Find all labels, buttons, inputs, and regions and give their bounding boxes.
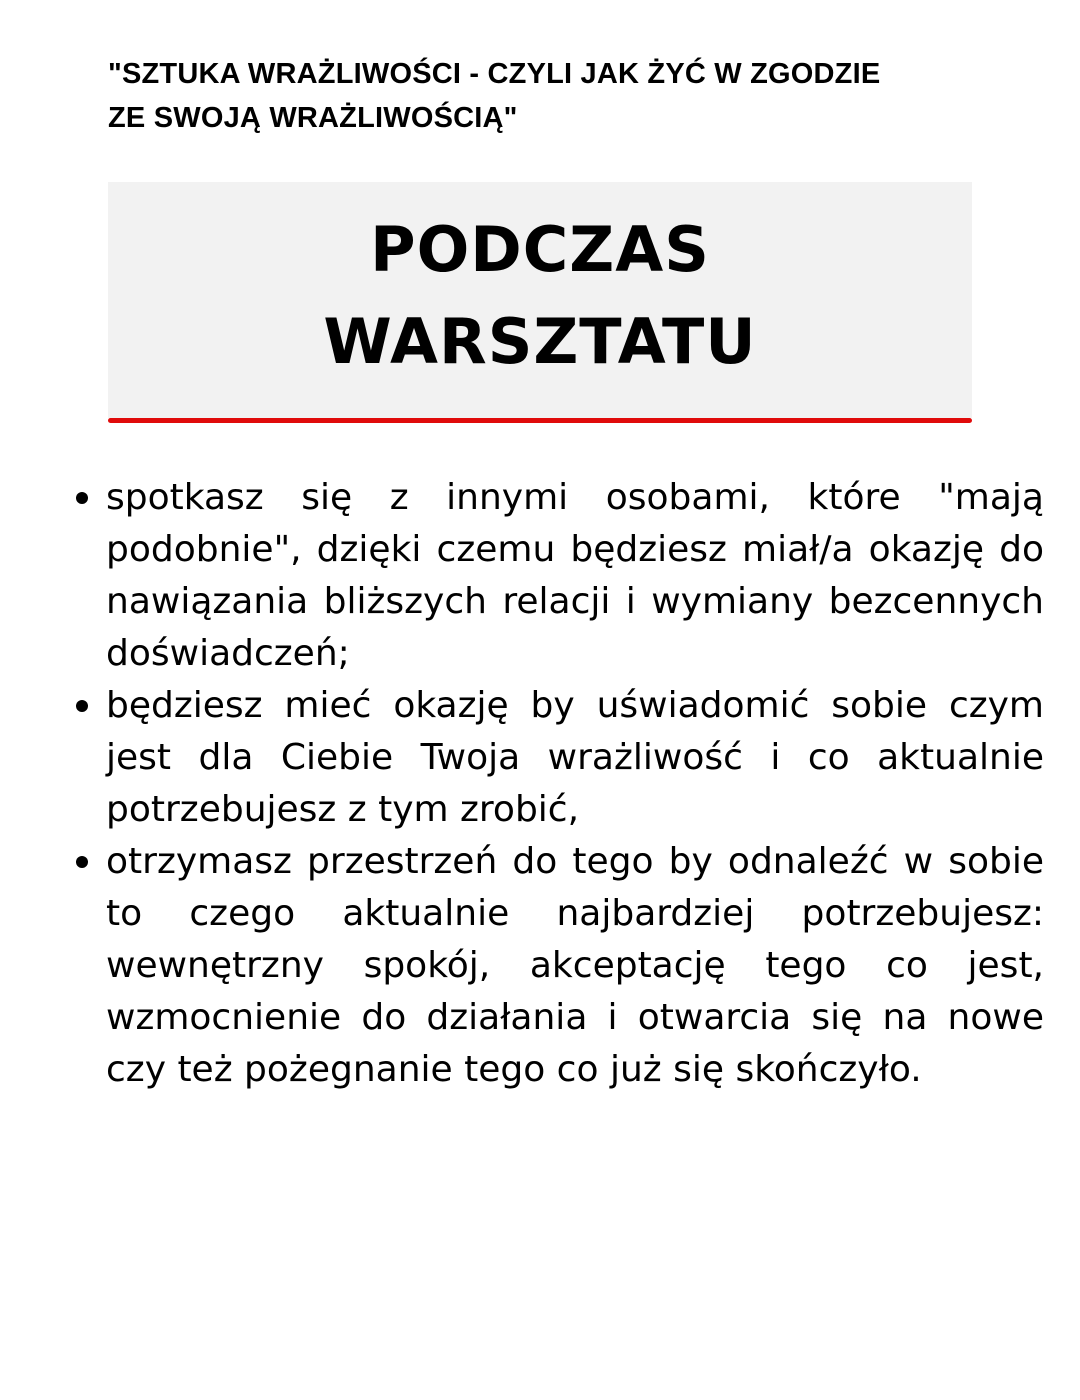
list-item: [106, 680, 1044, 836]
list-item-text: spotkasz się z innymi osobami, które "mają podobnie", dzięki czemu będziesz miał/a okazję do nawiązania bliższych relacji i wymiany bezcennych doświadczeń;: [106, 477, 1044, 674]
list-item-text: otrzymasz przestrzeń do tego by odnaleźć w sobie to czego aktualnie najbardziej potrzebujesz: wewnętrzny spokój, akceptację tego co jest, wzmocnienie do działania i otwarcia się na nowe czy też pożegnanie tego co już się skończyło.: [106, 841, 1044, 1090]
accent-divider: [108, 418, 972, 423]
list-item: [106, 836, 1044, 1096]
heading-panel: [108, 182, 972, 418]
list-item: [106, 472, 1044, 680]
benefits-list: [106, 472, 1044, 1096]
workshop-subtitle: [108, 52, 988, 140]
subtitle-line-2: ZE SWOJĄ WRAŻLIWOŚCIĄ": [108, 102, 518, 134]
title-line-2: WARSZTATU: [323, 305, 757, 378]
bullet-icon: [76, 492, 88, 504]
bullet-icon: [76, 856, 88, 868]
bullet-icon: [76, 700, 88, 712]
subtitle-line-1: "SZTUKA WRAŻLIWOŚCI - CZYLI JAK ŻYĆ W ZGODZIE: [108, 58, 881, 90]
title-line-1: PODCZAS: [370, 213, 710, 286]
page-title: [108, 182, 972, 388]
list-item-text: będziesz mieć okazję by uświadomić sobie czym jest dla Ciebie Twoja wrażliwość i co aktualnie potrzebujesz z tym zrobić,: [106, 685, 1044, 830]
